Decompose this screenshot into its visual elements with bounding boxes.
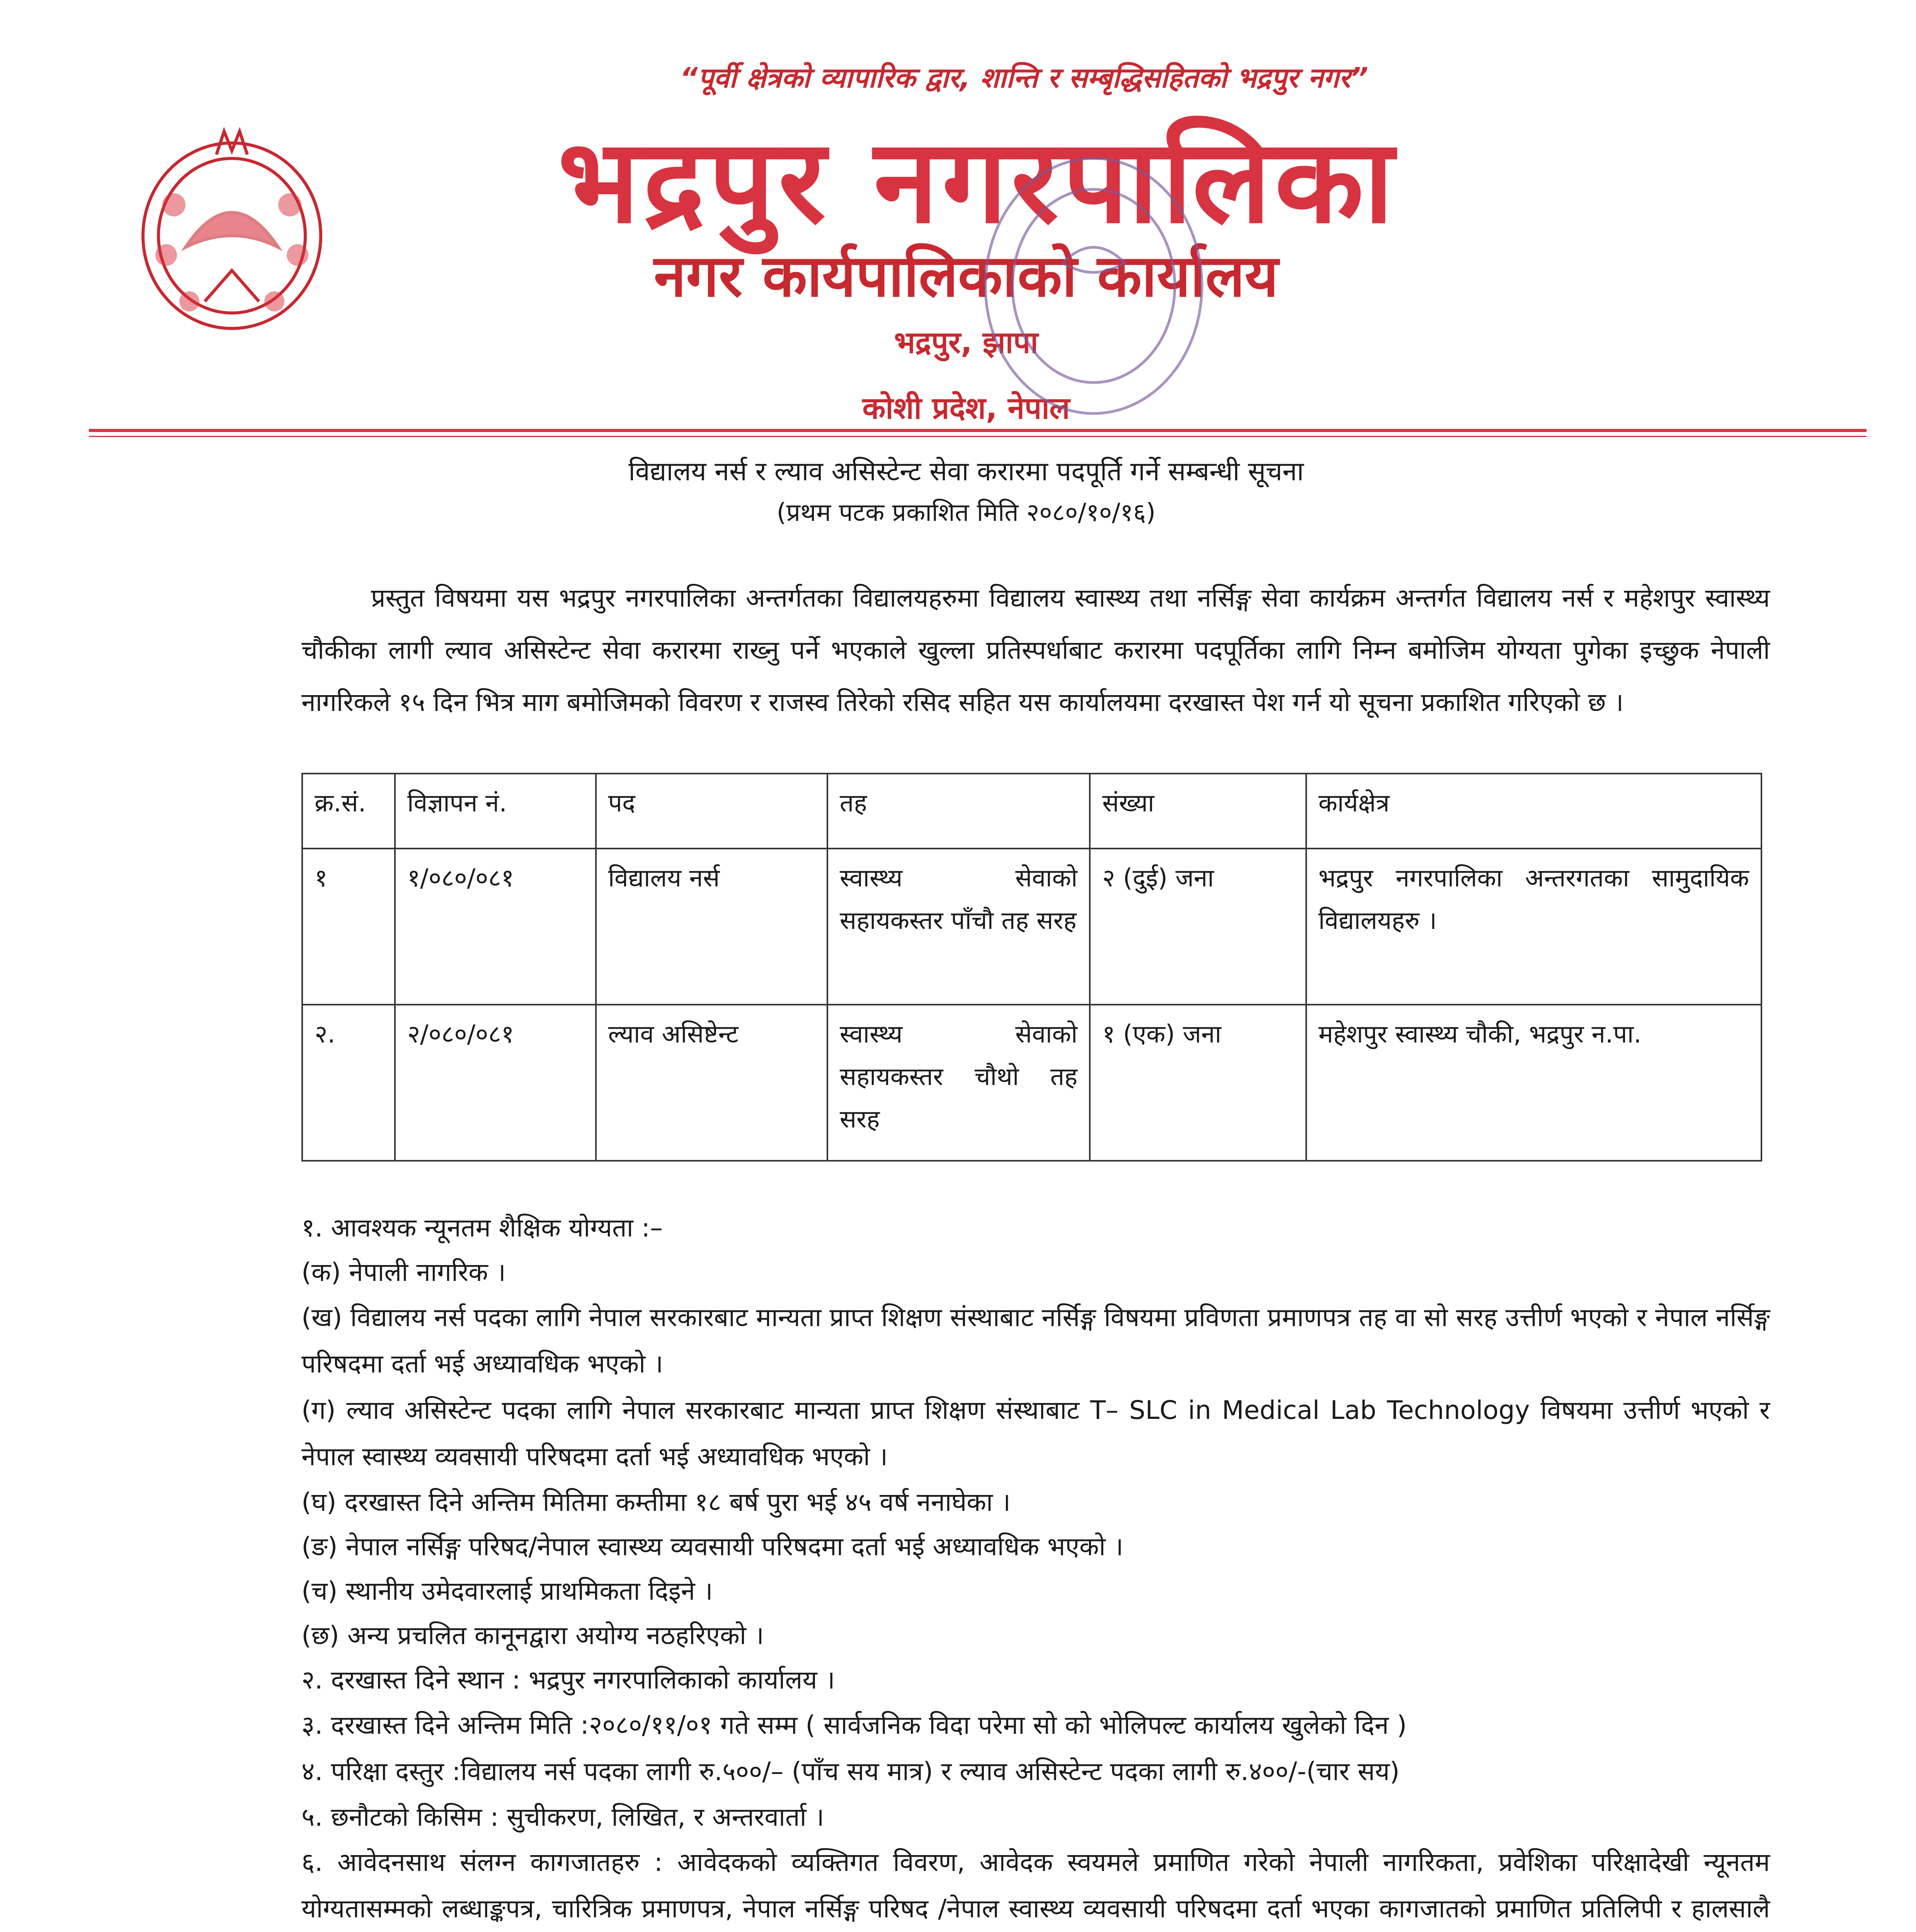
requirement-item: ५. छनौटको किसिम : सुचीकरण, लिखित, र अन्तरवार्ता । — [301, 1802, 824, 1832]
requirement-item: (ख) विद्यालय नर्स पदका लागि नेपाल सरकारबाट मान्यता प्राप्त शिक्षण संस्थाबाट नर्सिङ्ग विषयमा प्रविणता प्रमाणपत्र तह वा सो सरह उत्तीर्ण भएको र नेपाल नर्सिङ्ग परिषदमा दर्ता भई अध्यावधिक भएको । — [301, 1303, 1770, 1379]
table-header-cell: कार्यक्षेत्र — [1306, 774, 1761, 849]
requirement-item: २. दरखास्त दिने स्थान : भद्रपुर नगरपालिकाको कार्यालय । — [301, 1665, 835, 1695]
requirement-item: ३. दरखास्त दिने अन्तिम मिति :२०८०/११/०१ गते सम्म ( सार्वजनिक विदा परेमा सो को भोलिपल्ट कार्यालय खुलेको दिन ) — [301, 1710, 1407, 1740]
table-header-cell: तह — [827, 774, 1090, 849]
table-cell: १ (एक) जना — [1090, 1005, 1306, 1161]
table-cell: २. — [302, 1005, 395, 1161]
header-divider-thin — [89, 436, 1867, 437]
notice-intro: प्रस्तुत विषयमा यस भद्रपुर नगरपालिका अन्तर्गतका विद्यालयहरुमा विद्यालय स्वास्थ्य तथा नर्सिङ्ग सेवा कार्यक्रम अन्तर्गत विद्यालय नर्स र महेशपुर स्वास्थ्य चौकीका लागी ल्याव असिस्टेन्ट सेवा करारमा राख्नु पर्ने भएकाले खुल्ला प्रतिस्पर्धाबाट करारमा पदपूर्तिका लागि निम्न बमोजिम योग्यता पुगेका इच्छुक नेपाली नागरिकले १५ दिन भित्र माग बमोजिमको विवरण र राजस्व तिरेको रसिद सहित यस कार्यालयमा दरखास्त पेश गर्न यो सूचना प्रकाशित गरिएको छ । — [301, 583, 1770, 717]
municipality-title: भद्रपुर नगरपालिका — [558, 114, 1398, 249]
nepal-emblem-icon — [128, 108, 336, 340]
address-line-1: भद्रपुर, झापा — [894, 325, 1038, 360]
table-row — [302, 1005, 1761, 1161]
table-cell: २/०८०/०८१ — [395, 1005, 596, 1161]
table-header-row — [302, 774, 1761, 849]
table-cell: ल्याव असिष्टेन्ट — [596, 1005, 827, 1161]
requirement-item: (ङ) नेपाल नर्सिङ्ग परिषद/नेपाल स्वास्थ्य व्यवसायी परिषदमा दर्ता भई अध्यावधिक भएको । — [301, 1532, 1123, 1561]
header-divider — [89, 429, 1867, 432]
slogan: “पूर्वी क्षेत्रको व्यापारिक द्वार, शान्ति र सम्बृद्धिसहितको भद्रपुर नगर” — [680, 61, 1368, 94]
table-header-cell: विज्ञापन नं. — [395, 774, 596, 849]
requirement-item: १. आवश्यक न्यूनतम शैक्षिक योग्यता :– — [301, 1213, 663, 1243]
table-cell: स्वास्थ्य सेवाको सहायकस्तर चौथो तह सरह — [827, 1005, 1090, 1161]
table-cell: महेशपुर स्वास्थ्य चौकी, भद्रपुर न.पा. — [1306, 1005, 1761, 1161]
table-cell: १ — [302, 849, 395, 1005]
requirement-item: ४. परिक्षा दस्तुर :विद्यालय नर्स पदका लागी रु.५००/– (पाँच सय मात्र) र ल्याव असिस्टेन्ट पदका लागी रु.४००/-(चार सय) — [301, 1757, 1400, 1786]
address-line-2: कोशी प्रदेश, नेपाल — [862, 391, 1070, 426]
requirement-item: (घ) दरखास्त दिने अन्तिम मितिमा कम्तीमा १८ बर्ष पुरा भई ४५ वर्ष ननाघेका । — [301, 1487, 1011, 1517]
requirements-list — [301, 1206, 1770, 1932]
notice-published-date: (प्रथम पटक प्रकाशित मिति २०८०/१०/१६) — [776, 498, 1156, 527]
requirement-item: ६. आवेदनसाथ संलग्न कागजातहरु : आवेदकको व्यक्तिगत विवरण, आवेदक स्वयमले प्रमाणित गरेको नेपाली नागरिकता, प्रवेशिका परिक्षादेखी न्यूनतम योग्यतासम्मको लब्धाङ्कपत्र, चारित्रिक प्रमाणपत्र, नेपाल नर्सिङ्ग परिषद /नेपाल स्वास्थ्य व्यवसायी परिषदमा दर्ता भएका कागजातको प्रमाणित प्रतिलिपी र हालसालै — [301, 1847, 1770, 1923]
office-subtitle: नगर कार्यपालिकाको कार्यालय — [654, 243, 1278, 310]
table-cell: विद्यालय नर्स — [596, 849, 827, 1005]
table-header-cell: क्र.सं. — [302, 774, 395, 849]
requirement-item: (क) नेपाली नागरिक । — [301, 1257, 506, 1287]
table-header-cell: संख्या — [1090, 774, 1306, 849]
requirement-item: (च) स्थानीय उमेदवारलाई प्राथमिकता दिइने । — [301, 1576, 713, 1606]
requirement-item: (ग) ल्याव असिस्टेन्ट पदका लागि नेपाल सरकारबाट मान्यता प्राप्त शिक्षण संस्थाबाट T– SLC in Medical Lab Technology विषयमा उत्तीर्ण भएको र नेपाल स्वास्थ्य व्यवसायी परिषदमा दर्ता भई अध्यावधिक भएको । — [301, 1395, 1770, 1471]
table-cell: २ (दुई) जना — [1090, 849, 1306, 1005]
requirement-item: (छ) अन्य प्रचलित कानूनद्वारा अयोग्य नठहरिएको । — [301, 1621, 764, 1650]
table-row — [302, 849, 1761, 1005]
table-header-cell: पद — [596, 774, 827, 849]
notice-title: विद्यालय नर्स र ल्याव असिस्टेन्ट सेवा करारमा पदपूर्ति गर्ने सम्बन्धी सूचना — [628, 456, 1304, 487]
table-cell: स्वास्थ्य सेवाको सहायकस्तर पाँचौ तह सरह — [827, 849, 1090, 1005]
table-cell: भद्रपुर नगरपालिका अन्तरगतका सामुदायिक विद्यालयहरु । — [1306, 849, 1761, 1005]
vacancy-table — [301, 773, 1762, 1162]
office-round-stamp-icon — [974, 147, 1213, 425]
table-cell: १/०८०/०८१ — [395, 849, 596, 1005]
